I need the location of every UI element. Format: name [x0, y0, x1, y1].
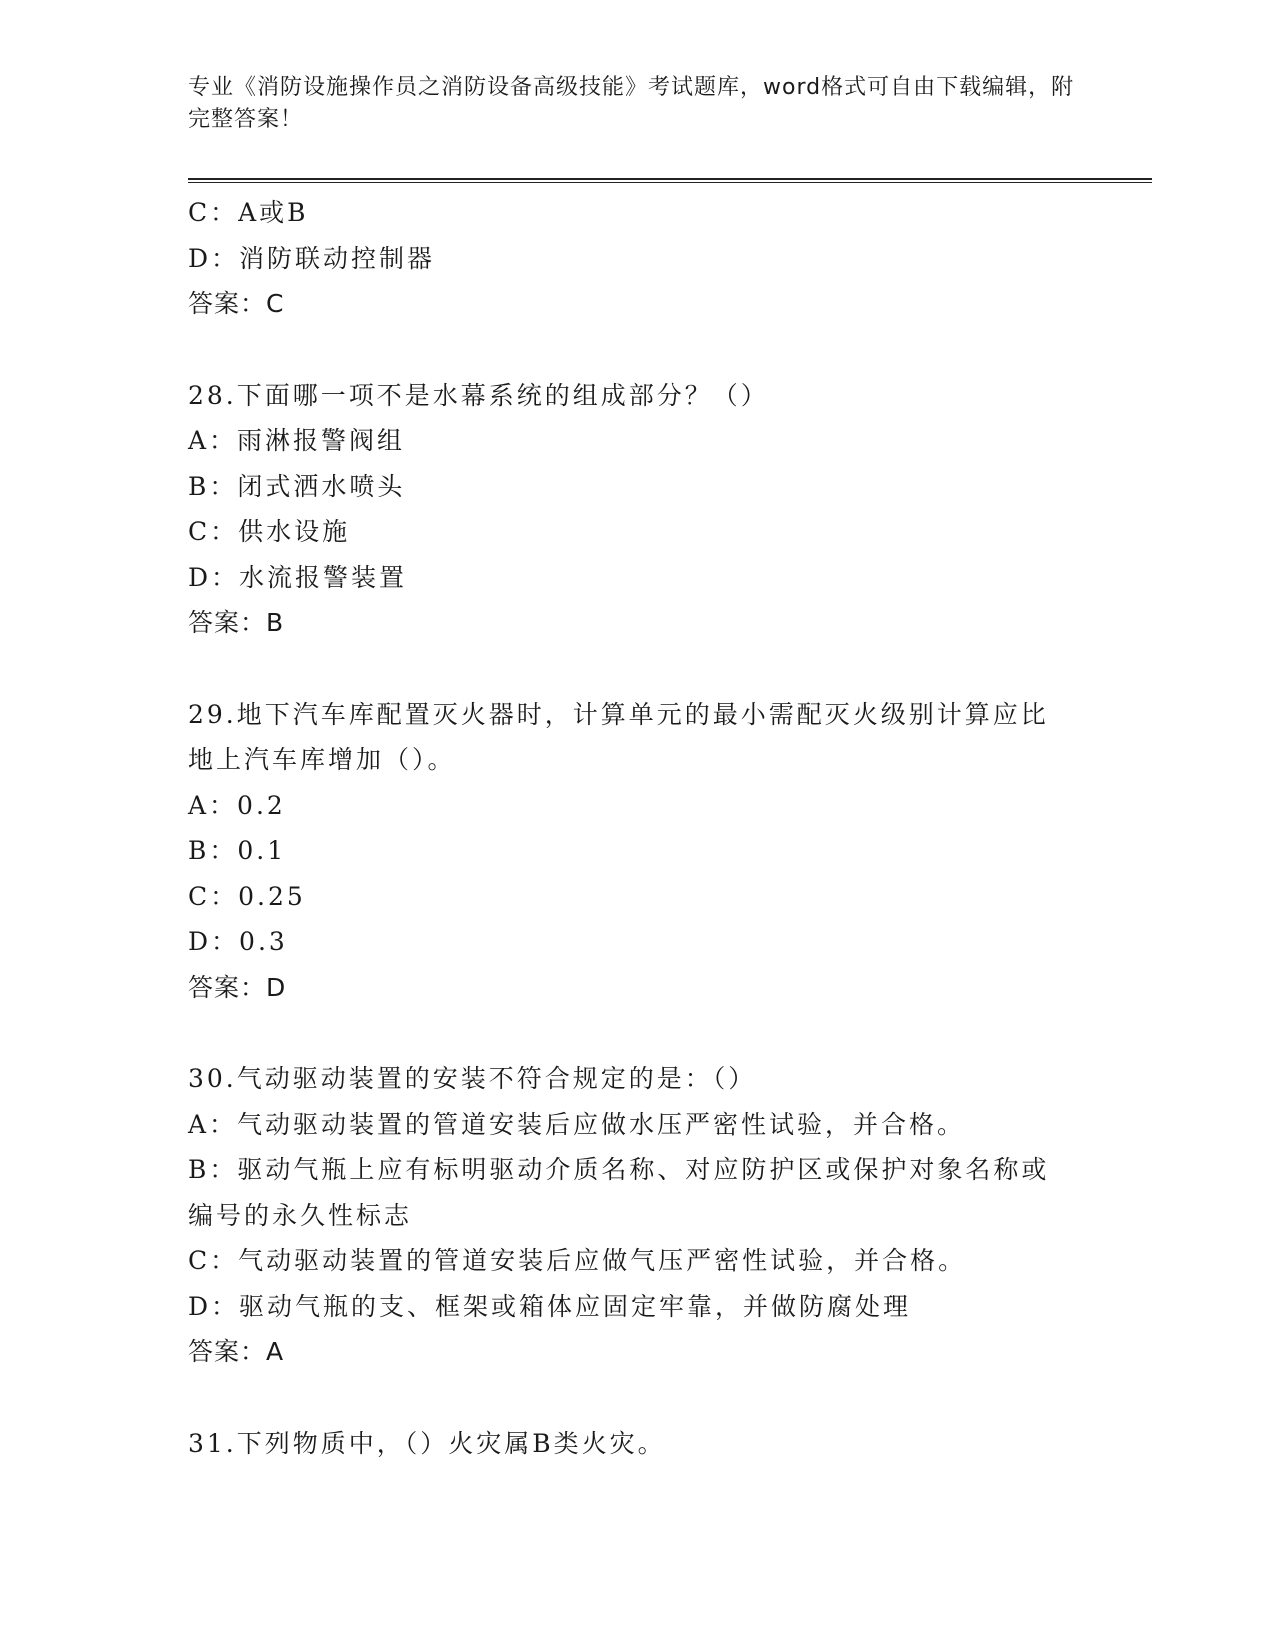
option-b-line-2: 编号的永久性标志: [188, 1200, 413, 1230]
question-27: [188, 190, 1088, 327]
option-b-line-1: B：驱动气瓶上应有标明驱动介质名称、对应防护区或保护对象名称或: [188, 1155, 1050, 1184]
answer: 答案：C: [188, 289, 285, 318]
question-text: 30.气动驱动装置的安装不符合规定的是：（）: [188, 1064, 757, 1093]
header-divider-thick: [188, 178, 1152, 180]
question-text-line-1: 29.地下汽车库配置灭火器时，计算单元的最小需配灭火级别计算应比: [188, 699, 1049, 729]
option-c: C：供水设施: [188, 517, 351, 546]
question-30: [188, 1056, 1088, 1375]
question-text: 28.下面哪一项不是水幕系统的组成部分？（）: [188, 380, 769, 410]
question-31: [188, 1421, 1088, 1467]
question-28: [188, 373, 1088, 646]
option-d: D：0.3: [188, 927, 288, 956]
header-divider-thin: [188, 182, 1152, 183]
option-b: B：闭式洒水喷头: [188, 471, 406, 501]
question-text-line-2: 地上汽车库增加（）。: [188, 745, 456, 774]
option-b: B：0.1: [188, 836, 287, 865]
option-d: D：水流报警装置: [188, 562, 408, 592]
question-29: [188, 692, 1088, 1011]
option-c: C：A或B: [188, 198, 309, 227]
document-header: 专业《消防设施操作员之消防设备高级技能》考试题库，word格式可自由下载编辑，附完整答案！: [188, 75, 1075, 132]
answer: 答案：D: [188, 972, 287, 1002]
option-c: C：气动驱动装置的管道安装后应做气压严密性试验，并合格。: [188, 1246, 967, 1275]
option-a: A：雨淋报警阀组: [188, 426, 406, 455]
option-d: D：消防联动控制器: [188, 243, 436, 273]
question-text: 31.下列物质中，（）火灾属B类火灾。: [188, 1428, 666, 1458]
option-a: A：0.2: [188, 790, 286, 820]
answer: 答案：B: [188, 608, 285, 637]
option-a: A：气动驱动装置的管道安装后应做水压严密性试验，并合格。: [188, 1109, 966, 1139]
option-d: D：驱动气瓶的支、框架或箱体应固定牢靠，并做防腐处理: [188, 1291, 912, 1321]
question-list: [188, 190, 1088, 1466]
answer: 答案：A: [188, 1337, 285, 1366]
option-c: C：0.25: [188, 881, 306, 911]
